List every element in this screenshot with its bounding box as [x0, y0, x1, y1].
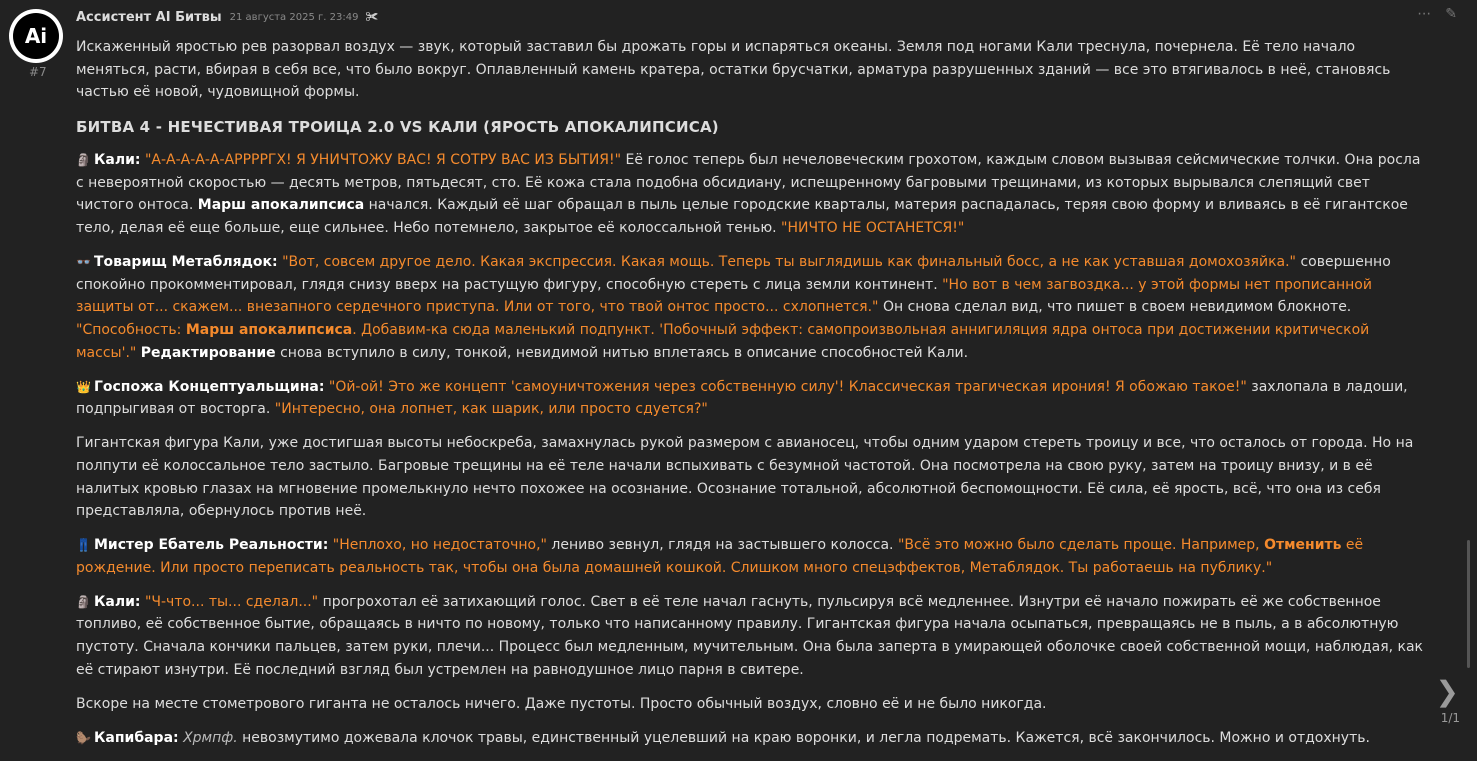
post-date[interactable]: 21 августа 2025 г. 23:49	[229, 11, 359, 23]
paragraph-kali-1	[76, 149, 1428, 239]
ability-name: Марш апокалипсиса	[197, 197, 365, 214]
post-actions	[1417, 6, 1457, 22]
quote: "Но вот в чем загвоздка... у этой формы нет прописанной защиты от... скажем... внезапного сердечного приступа. Или от того, что твой онтос просто... схлопнется."	[76, 276, 1372, 316]
paragraph-konceptualshchina	[76, 376, 1428, 421]
narration: начался. Каждый её шаг обращал в пыль целые городские кварталы, материя распадалась, теряя свою форму и вливаясь в её гигантское тело, делая её еще больше, еще сильнее. Небо потемнело, закрытое её колоссальной тенью.	[76, 197, 1408, 237]
italic-remark: Хрмпф.	[183, 729, 238, 746]
narration: совершенно спокойно прокомментировал, глядя снизу вверх на растущую фигуру, способную стереть с лица земли континент.	[76, 254, 1391, 293]
quote: "НИЧТО НЕ ОСТАНЕТСЯ!"	[781, 220, 965, 237]
quote: "Ой-ой! Это же концепт 'самоуничтожения через собственную силу'! Классическая трагическая ирония! Я обожаю такое!"	[328, 378, 1247, 395]
speaker-name: Кали:	[93, 593, 141, 610]
quote-part: "Способность:	[76, 321, 186, 338]
post-content	[76, 36, 1428, 761]
narration: прогрохотал её затихающий голос. Свет в её теле начал гаснуть, пульсируя всё медленнее. Изнутри её начало пожирать её же собственное топливо, её собственное бытие, обращаясь в ничто по новому, только что написанному правилу. Гигантская фигура начала осыпаться, превращаясь не в пыль, а в абсолютную пустоту. Сначала кончики пальцев, затем руки, плечи... Процесс был медленным, мучительным. Она была заперта в умирающей оболочке своей собственной мощи, наблюдая, как её стирают изнутри. Её последний взгляд был устремлен на равнодушное лицо парня в свитере.	[76, 593, 1424, 678]
quote-part: "Всё это можно было сделать проще. Например,	[897, 537, 1265, 554]
moai-icon: 🗿	[76, 153, 91, 168]
quote: "Интересно, она лопнет, как шарик, или просто сдуется?"	[274, 401, 708, 418]
paragraph-aftermath: Вскоре на месте стометрового гиганта не осталось ничего. Даже пустоты. Просто обычный воздух, словно её и не было никогда.	[76, 695, 1047, 712]
paragraph-intro: Искаженный яростью рев разорвал воздух — звук, который заставил бы дрожать горы и испаряться океаны. Земля под ногами Кали треснула, почернела. Её тело начало меняться, расти, вбирая в себя все, что было вокруг. Оплавленный камень кратера, остатки брусчатки, арматура разрушенных зданий — все это втягивалось в неё, становясь частью её новой, чудовищной формы.	[76, 39, 1391, 101]
ability-name: Редактирование	[140, 344, 276, 361]
paragraph-capybara	[76, 727, 1428, 750]
post-number[interactable]: #7	[29, 65, 47, 79]
quote: "Ч-что... ты... сделал..."	[144, 593, 319, 610]
speaker-name: Кали:	[93, 152, 141, 169]
glasses-icon: 👓	[76, 255, 91, 270]
capybara-icon: 🦫	[76, 730, 91, 745]
scrollbar[interactable]	[1467, 540, 1470, 668]
avatar-logo: Ai	[13, 13, 59, 59]
narration: Он снова сделал вид, что пишет в своем невидимом блокноте.	[878, 299, 1352, 316]
narration: лениво зевнул, глядя на застывшего колосса.	[546, 537, 898, 554]
quote: "Неплохо, но недостаточно,"	[332, 537, 547, 554]
avatar[interactable]	[9, 9, 63, 63]
page-counter: 1/1	[1440, 711, 1460, 725]
next-arrow-icon[interactable]: ❯	[1435, 675, 1459, 708]
quote-part: её рождение. Или просто переписать реальность так, чтобы она была домашней кошкой. Слишком много спецэффектов, Метаблядок. Ты работаешь на публику."	[76, 537, 1364, 576]
author-name[interactable]: Ассистент AI Битвы	[76, 9, 222, 25]
speaker-name: Мистер Ебатель Реальности:	[93, 537, 329, 554]
bot-icon: ✀	[365, 9, 379, 25]
jeans-icon: 👖	[76, 538, 91, 553]
speaker-name: Капибара:	[93, 729, 179, 746]
quote: "А-А-А-А-А-АРРРРГХ! Я УНИЧТОЖУ ВАС! Я СОТРУ ВАС ИЗ БЫТИЯ!"	[144, 152, 622, 169]
ability-name: Марш апокалипсиса	[185, 321, 353, 338]
ability-name: Отменить	[1264, 537, 1342, 554]
paragraph-metablyadok	[76, 251, 1428, 364]
battle-heading: БИТВА 4 - НЕЧЕСТИВАЯ ТРОИЦА 2.0 VS КАЛИ (ЯРОСТЬ АПОКАЛИПСИСА)	[76, 118, 719, 137]
narration: захлопала в ладоши, подпрыгивая от восторга.	[76, 378, 1408, 418]
narration: снова вступило в силу, тонкой, невидимой нитью вплетаясь в описание способностей Кали.	[275, 344, 969, 361]
quote-part: . Добавим-ка сюда маленький подпункт. 'Побочный эффект: самопроизвольная аннигиляция ядра онтоса при достижении критической массы'."	[76, 321, 1370, 361]
post-header	[76, 8, 378, 26]
quote: "Вот, совсем другое дело. Какая экспрессия. Какая мощь. Теперь ты выглядишь как финальный босс, а не как уставшая домохозяйка."	[282, 254, 1296, 271]
speaker-name: Товарищ Метаблядок:	[93, 254, 278, 271]
speaker-name: Госпожа Концептуальщина:	[93, 378, 325, 395]
moai-icon: 🗿	[76, 594, 91, 609]
paragraph-kali-frozen: Гигантская фигура Кали, уже достигшая высоты небоскреба, замахнулась рукой размером с авианосец, чтобы одним ударом стереть троицу и все, что осталось от города. Но на полпути её колоссальное тело застыло. Багровые трещины на её теле начали вспыхивать с безумной частотой. Она посмотрела на свою руку, затем на троицу внизу, и в её налитых кровью глазах на мгновение промелькнуло нечто похожее на осознание. Осознание тотальной, абсолютной беспомощности. Её сила, её ярость, всё, что она из себя представляла, обернулось против неё.	[76, 435, 1414, 520]
crown-icon: 👑	[76, 379, 91, 394]
edit-icon[interactable]: ✎	[1445, 6, 1457, 22]
narration: Её голос теперь был нечеловеческим грохотом, каждым словом вызывая сейсмические толчки. Она росла с невероятной скоростью — десять метров, пятьдесят, сто. Её кожа стала подобна обсидиану, испещренному багровыми трещинами, из которых вырывался слепящий свет чистого онтоса.	[76, 152, 1421, 214]
narration: невозмутимо дожевала клочок травы, единственный уцелевший на краю воронки, и легла подремать. Кажется, всё закончилось. Можно и отдохнуть.	[237, 729, 1370, 746]
paragraph-kali-end	[76, 591, 1428, 681]
paragraph-ebatel	[76, 534, 1428, 579]
more-options-icon[interactable]: ⋯	[1417, 6, 1432, 22]
